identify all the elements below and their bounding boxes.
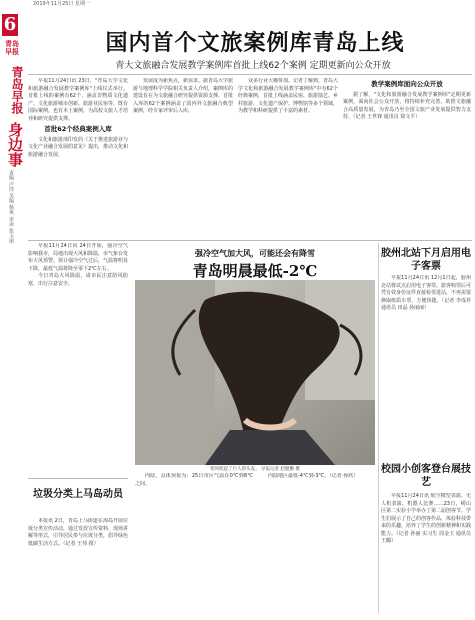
article-paragraph: 文化和旅游部印发的《关于推进旅游业与文化产业融合发展的意见》提出，推动文化和旅游融合发展。	[28, 136, 128, 158]
section-name: 青岛早报	[10, 66, 24, 114]
article-headline: 垃圾分类上马岛动员	[33, 489, 123, 500]
photo-caption: 寒风吹起了行人的头发。 早报记者 赵健鹏 摄	[210, 467, 300, 472]
article-paragraph: 今日青岛大风降温，请市民注意防风防寒，出行注意安全。	[28, 273, 128, 287]
article-paragraph: 本报讯 2日，青岛上马街道在海岛开展垃圾分类宣传活动，通过发放宣传资料、现场讲解等形式，引导居民参与垃圾分类，倡导绿色低碳生活方式。（记者 王伟 摄）	[28, 518, 128, 547]
section-title: 身边事	[6, 122, 24, 167]
article-headline: 胶州北站下月启用电子客票	[381, 248, 471, 272]
article-subhead: 首批62个经典案例入库	[44, 125, 112, 133]
article-column	[343, 78, 471, 238]
article-column	[381, 493, 471, 618]
section-sidebar	[0, 10, 24, 310]
headline: 国内首个文旅案例库青岛上线	[105, 30, 405, 56]
page-number: 6	[3, 14, 17, 35]
article-column	[381, 275, 471, 460]
article-column	[28, 518, 128, 618]
article-subhead: 教学案例库面向公众开放	[371, 80, 443, 88]
article-column	[238, 78, 338, 238]
article-column	[258, 473, 376, 523]
article-column	[135, 473, 253, 523]
article-column	[28, 78, 128, 238]
article-headline: 校园小创客登台展技艺	[381, 464, 471, 488]
article-paragraph: 早报11月24日讯 12月1日起，胶州北站将试点启用电子客票。旅客购票后可凭有效身份证件直接检票进站，不再需要换取纸质车票，方便快捷。（记者 李成祥 通讯员 田晶 孙丽丽）	[381, 275, 471, 311]
article-paragraph: 众多行业大咖参加。记者了解到，青岛大学文化和旅游融合发展教学案例库"中有62个经典案例，首批上线涵盖民宿、旅游演艺、乡村旅游、文化遗产保护、博物馆等多个领域，为教学和科研提供了丰富的素材。	[238, 78, 338, 114]
article-paragraph: 早报11月24日讯 23日，"青岛大学文化和旅游融合发展教学案例库"上线仪式举行。首批上线的案例有62个，涵盖非物质文化遗产、文化旅游城市创新、旅游业民宿等，既有国际案例，也有本土案例，为高校文旅人才培养和研究提供支撑。	[28, 78, 128, 122]
divider	[378, 243, 379, 613]
article-paragraph: 早报11月24日讯 24日开始，强冷空气影响我市，局地出现大风和降温，市气象台发布大风预警。预计强冷空气过后，气温将明显下降，最低气温将降至零下2℃左右。	[28, 243, 128, 272]
article-paragraph: 内陆地区最低-4℃到-3℃。（记者 孙欣）	[268, 473, 359, 479]
article-kicker: 强冷空气加大风，可能还会有降雪	[195, 249, 315, 258]
divider	[28, 74, 472, 75]
editors: 责编 卢滢 美编 杨爽 审读 张玉丽	[8, 170, 14, 243]
divider	[28, 240, 472, 241]
paper-name: 青岛早报	[5, 40, 19, 56]
article-headline: 青岛明晨最低-2℃	[192, 262, 318, 280]
article-paragraph: 早报11月24日讯 航空模型表演、无人机表演、机器人比赛……23日，崂山区第二实验小学举办了第二届创客节。学生们展示了自己的创客作品，体验科技带来的乐趣，培养了学生的创新精神和实践能力。（记者 孙丽 实习生 周金玉 通讯员 王璐）	[381, 493, 471, 544]
article-column	[28, 243, 128, 473]
subheadline: 青大文旅融合发展教学案例库首批上线62个案例 定期更新向公众开放	[115, 61, 391, 71]
article-paragraph: 内陆，具体预报为：25日市区气温在0℃到8℃之间。	[135, 473, 253, 487]
article-column	[133, 78, 233, 238]
woman-windblown-hair-photo	[135, 280, 375, 465]
article-paragraph: 据了解，"文化和旅游融合发展教学案例库"定期更新案例，面向社会公众开放，将持续补充完善，助推文旅融合高质量发展，为青岛乃至全国文旅产业发展提供智力支持。（记者 王世锋 通讯员 徐文平）	[343, 91, 471, 120]
article-paragraph: 发展成为新焦点，新需求。据青岛大学旅游与地理科学学院相关负责人介绍，案例库的建设旨在为文旅融合研究提供资源支撑，首批入库的62个案例涵盖了国内外文旅融合典型案例，经专家评审后入库。	[133, 78, 233, 114]
news-photo	[135, 280, 375, 465]
date-line: 2019年11月25日 星期一	[33, 1, 91, 7]
